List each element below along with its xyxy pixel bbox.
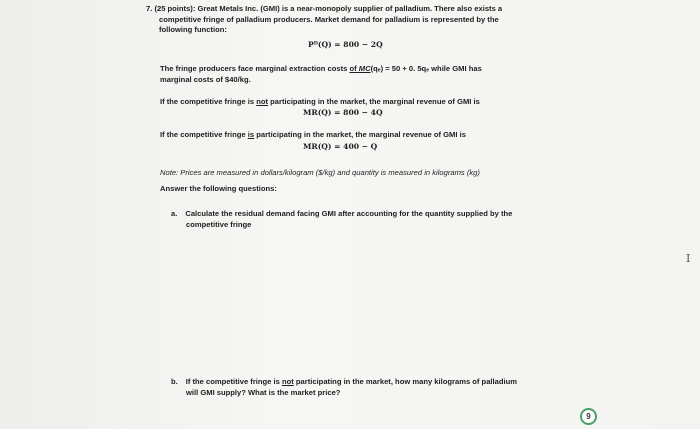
part-a-line-2: competitive fringe — [186, 219, 252, 229]
part-b-label: b. — [171, 377, 178, 386]
is-participating-post: participating in the market, the marginal revenue of GMI is — [254, 130, 466, 139]
fringe-line-1-eq: (qₑ) = 50 + 0. 5qₑ while GMI has — [370, 64, 482, 73]
not-participating-pre: If the competitive fringe is — [160, 97, 257, 106]
units-note: Note: Prices are measured in dollars/kilogram ($/kg) and quantity is measured in kilograms (kg) — [160, 168, 480, 177]
mr-equation-is-participating: MR(Q) = 400 − Q — [303, 142, 378, 151]
demand-equation: Pᴰ(Q) = 800 − 2Q — [308, 40, 383, 49]
part-b-line-1-pre: If the competitive fringe is — [185, 377, 282, 386]
page-number-badge[interactable] — [580, 408, 597, 425]
not-participating-emph: not — [256, 97, 269, 106]
part-a-label: a. — [171, 209, 178, 218]
question-line-2: competitive fringe of palladium producers. Market demand for palladium is represented by the — [159, 14, 499, 24]
fringe-cost-text — [160, 64, 482, 85]
fringe-line-1-of: of — [349, 64, 359, 73]
mr-equation-not-participating: MR(Q) = 800 − 4Q — [303, 108, 383, 117]
question-line-3: following function: — [159, 25, 227, 35]
page-number: 9 — [586, 412, 591, 421]
part-b-line-2: will GMI supply? What is the market price? — [186, 387, 341, 397]
part-b-line-1-emph: not — [281, 377, 294, 386]
answer-prompt: Answer the following questions: — [160, 184, 277, 193]
is-participating-text — [160, 130, 466, 141]
fringe-line-1-pre: The fringe producers face marginal extraction costs — [160, 64, 350, 73]
question-line-1: 7. (25 points): Great Metals Inc. (GMI) is a near-monopoly supplier of palladium. There also exists a — [146, 4, 503, 13]
is-participating-emph: is — [247, 130, 255, 139]
not-participating-post: participating in the market, the marginal revenue of GMI is — [268, 97, 480, 106]
is-participating-pre: If the competitive fringe — [160, 130, 248, 139]
part-b — [171, 377, 517, 398]
part-a — [171, 209, 512, 230]
fringe-line-2: marginal costs of $40/kg. — [160, 74, 251, 84]
question-header — [146, 4, 502, 36]
not-participating-text — [160, 97, 480, 108]
part-a-line-1: Calculate the residual demand facing GMI after accounting for the quantity supplied by the — [185, 209, 513, 218]
fringe-mc-symbol: MC — [358, 64, 371, 73]
part-b-line-1-post: participating in the market, how many kilograms of palladium — [293, 377, 517, 386]
text-cursor-icon: I — [686, 252, 691, 265]
